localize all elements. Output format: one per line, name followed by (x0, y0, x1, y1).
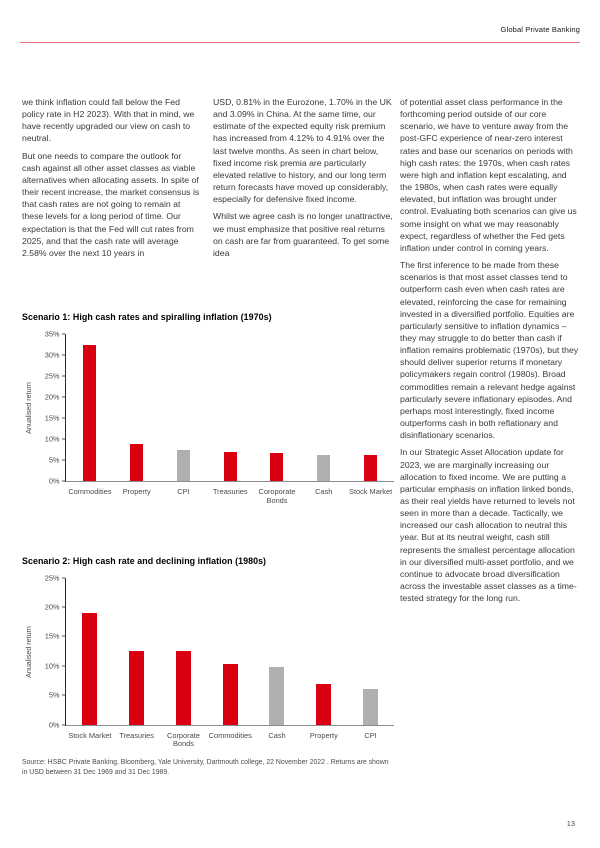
chart-2-plot-column (65, 578, 394, 750)
chart-2-y-ticks (35, 573, 65, 730)
chart-1-plot-area (65, 334, 394, 482)
bar-treasuries (224, 452, 237, 481)
bar-slot-coroporate-bonds (253, 334, 300, 481)
x-label-treasuries: Treasuries (212, 487, 248, 496)
bar-commodities (223, 664, 238, 725)
bar-slot-cash (300, 334, 347, 481)
left-content-region (22, 96, 394, 777)
page-number: 13 (566, 819, 575, 828)
bar-property (316, 684, 331, 725)
bar-cash (317, 455, 330, 481)
paragraph: USD, 0.81% in the Eurozone, 1.70% in the UK and 3.09% in China. At the same time, our estimate of the expected equity risk premium has increased from 4.12% to 4.91% over the last twelve months. As seen in chart below, fixed income risk premia are particularly elevated relative to history, and our long term return forecasts have moved up considerably, especially for defensive fixed income. (213, 97, 392, 205)
y-tick-35: 35% (45, 330, 65, 339)
y-tick-0: 0% (49, 720, 65, 729)
x-label-treasuries: Treasuries (119, 730, 154, 740)
x-label-cpi: CPI (177, 487, 190, 496)
chart-scenario-2 (22, 556, 394, 750)
bar-slot-cpi (160, 334, 207, 481)
x-label-stock-market: Stock Market (68, 730, 112, 740)
bar-slot-commodities (66, 334, 113, 481)
y-tick-0: 0% (49, 477, 65, 486)
x-label-cash: Cash (268, 730, 286, 740)
bar-slot-stock-market (66, 578, 113, 725)
x-label-property: Property (122, 487, 151, 496)
source-note: Source: HSBC Private Banking, Bloomberg, Yale University, Dartmouth college, 22 November 2022 . Returns are shown in USD between 31 Dec 1969 and 31 Dec 1989. (22, 759, 389, 776)
y-tick-10: 10% (45, 661, 65, 670)
bar-slot-property (300, 578, 347, 725)
x-label-commodities: Commodities (208, 730, 252, 740)
bar-slot-cash (253, 578, 300, 725)
y-tick-10: 10% (45, 435, 65, 444)
bar-treasuries (129, 651, 144, 725)
paragraph: But one needs to compare the outlook for cash against all other asset classes as viable alternatives when allocating assets. In spite of their recent increase, the market consensus is that cash rates are not going to remain at these levels for a long period of time. Our expectation is that the Fed will cut rates from 2025, and that the cash rate will average 2.58% over the next 10 years in (22, 150, 200, 258)
chart-2-body (22, 573, 394, 750)
bar-cpi (177, 450, 190, 481)
x-label-corporate-bonds: Corporate Bonds (167, 730, 200, 749)
text-column-2 (213, 96, 393, 264)
body-text-row (22, 96, 394, 312)
chart-1-plot-column (65, 334, 394, 506)
y-tick-20: 20% (45, 393, 65, 402)
bar-cash (269, 667, 284, 725)
chart-2-title: Scenario 2: High cash rate and declining inflation (1980s) (22, 555, 267, 566)
x-label-stock-market: Stock Market (349, 487, 393, 496)
chart-1-y-axis-label: Anualised return (24, 382, 33, 434)
bar-slot-property (113, 334, 160, 481)
chart-scenario-1 (22, 312, 394, 506)
bar-corporate-bonds (176, 651, 191, 725)
text-column-1 (22, 96, 202, 264)
y-tick-15: 15% (45, 414, 65, 423)
x-label-cash: Cash (315, 487, 333, 496)
bar-slot-treasuries (207, 334, 254, 481)
x-label-coroporate-bonds: Coroporate Bonds (258, 487, 296, 505)
text-column-3 (400, 96, 580, 609)
bar-stock-market (364, 455, 377, 481)
bar-slot-commodities (207, 578, 254, 725)
header-divider (20, 42, 580, 43)
chart-1-y-ticks (35, 329, 65, 486)
x-label-cpi: CPI (364, 730, 377, 740)
y-tick-20: 20% (45, 602, 65, 611)
bar-slot-corporate-bonds (160, 578, 207, 725)
chart-1-x-labels (67, 482, 395, 506)
bar-slot-treasuries (113, 578, 160, 725)
paragraph: Whilst we agree cash is no longer unattractive, we must emphasize that positive real returns on cash are far from guaranteed. To get some idea (213, 211, 393, 258)
bar-commodities (83, 345, 96, 481)
bar-coroporate-bonds (270, 453, 283, 481)
brand-text: Global Private Banking (500, 25, 580, 34)
paragraph: of potential asset class performance in the forthcoming period outside of our core scenario, we have to venture away from the post-GFC experience of near-zero interest rates and base our scenarios on periods with high cash rates: the 1970s, when cash rates were high and inflation kept escalating, and the 1980s, when cash rates were equally elevated, but inflation was brought under control. Evaluating both scenarios can give us some insight on what we may reasonably expect, regardless of whether the Fed gets inflation under control in coming years. (400, 97, 577, 253)
chart-2-plot-area (65, 578, 394, 726)
y-tick-15: 15% (45, 632, 65, 641)
paragraph: The first inference to be made from these scenarios is that most asset classes tend to outperform cash even when cash rates are elevated, reinforcing the case for remaining invested in a diversified portfolio. Equities are particularly sensitive to inflation dynamics – they may struggle to do better than cash if inflation remains problematic (1970s), but they should deliver superior returns if monetary policymakers regain control (1980s). Broad commodities remain a relevant hedge against particularly severe inflationary episodes. And perhaps most interestingly, fixed income outperforms cash in both reflationary and disinflationary scenarios. (400, 260, 579, 441)
bar-slot-stock-market (347, 334, 394, 481)
y-tick-25: 25% (45, 372, 65, 381)
paragraph: In our Strategic Asset Allocation update for 2023, we are marginally increasing our allocation to fixed income. We are putting a particular emphasis on inflation linked bonds, as their real yields have returned to levels not seen in more than a decade. Tactically, we increased our cash allocation to neutral this year. But at its neutral weight, cash still represents the smallest percentage allocation in our diversified multi-asset portfolio, and we continue to advocate broad diversification across the investable asset classes as a time-tested strategy for the long run. (400, 447, 577, 604)
bar-slot-cpi (347, 578, 394, 725)
chart-1-title: Scenario 1: High cash rates and spiralling inflation (1970s) (22, 312, 272, 322)
x-label-commodities: Commodities (68, 487, 112, 496)
y-tick-5: 5% (49, 691, 65, 700)
y-tick-25: 25% (45, 573, 65, 582)
chart-1-body (22, 329, 394, 506)
bar-property (130, 444, 143, 481)
y-tick-30: 30% (45, 351, 65, 360)
paragraph: we think inflation could fall below the Fed policy rate in H2 2023). With that in mind, we have recently upgraded our view on cash to neutral. (22, 97, 195, 144)
bar-stock-market (82, 613, 97, 725)
y-tick-5: 5% (49, 456, 65, 465)
chart-2-x-labels (67, 726, 395, 750)
chart-2-y-axis-label: Anualised return (24, 625, 33, 678)
x-label-property: Property (309, 730, 338, 740)
bar-cpi (363, 689, 378, 725)
